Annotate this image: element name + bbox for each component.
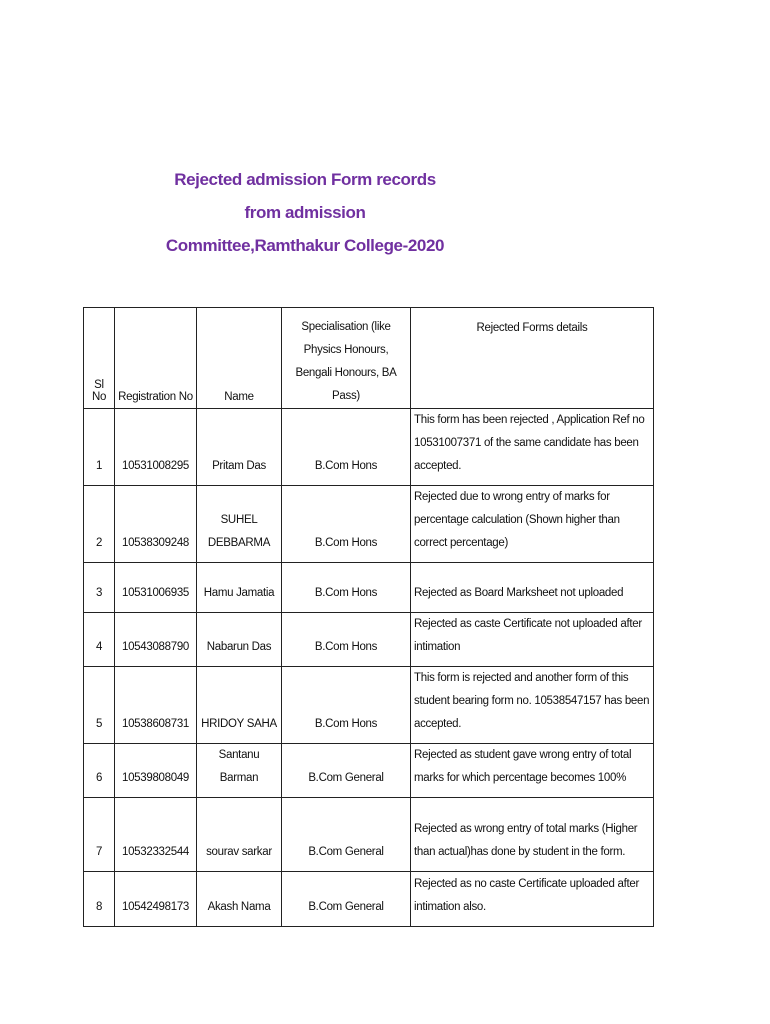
cell-reg: 10538608731 [115, 667, 197, 744]
cell-sl: 3 [84, 563, 115, 613]
cell-name: Akash Nama [197, 872, 282, 927]
cell-name: sourav sarkar [197, 798, 282, 872]
cell-sl: 2 [84, 486, 115, 563]
cell-spec: B.Com Hons [282, 409, 411, 486]
header-row [84, 308, 654, 409]
cell-sl: 5 [84, 667, 115, 744]
table-row [84, 409, 654, 486]
cell-spec: B.Com General [282, 798, 411, 872]
title-line-1: Rejected admission Form records [174, 170, 436, 189]
cell-reg: 10543088790 [115, 613, 197, 667]
cell-details: This form is rejected and another form of this student bearing form no. 10538547157 has been accepted. [411, 667, 654, 744]
cell-details: Rejected due to wrong entry of marks for percentage calculation (Shown higher than correct percentage) [411, 486, 654, 563]
cell-details: Rejected as no caste Certificate uploaded after intimation also. [411, 872, 654, 927]
cell-details: This form has been rejected , Application Ref no 10531007371 of the same candidate has been accepted. [411, 409, 654, 486]
cell-name: Nabarun Das [197, 613, 282, 667]
cell-sl: 6 [84, 744, 115, 798]
table-row [84, 486, 654, 563]
header-specialisation: Specialisation (like Physics Honours, Bengali Honours, BA Pass) [282, 308, 411, 409]
cell-details: Rejected as student gave wrong entry of total marks for which percentage becomes 100% [411, 744, 654, 798]
cell-spec: B.Com Hons [282, 563, 411, 613]
cell-reg: 10531008295 [115, 409, 197, 486]
table-row [84, 667, 654, 744]
cell-reg: 10542498173 [115, 872, 197, 927]
header-sl-no: Sl No [84, 308, 115, 409]
cell-spec: B.Com Hons [282, 486, 411, 563]
cell-reg: 10532332544 [115, 798, 197, 872]
cell-spec: B.Com General [282, 744, 411, 798]
cell-sl: 1 [84, 409, 115, 486]
table-row [84, 613, 654, 667]
cell-name: SUHEL DEBBARMA [197, 486, 282, 563]
title-line-3: Committee,Ramthakur College-2020 [165, 236, 445, 255]
cell-name: Hamu Jamatia [197, 563, 282, 613]
cell-details: Rejected as Board Marksheet not uploaded [411, 563, 654, 613]
cell-name: Santanu Barman [197, 744, 282, 798]
cell-spec: B.Com General [282, 872, 411, 927]
cell-sl: 4 [84, 613, 115, 667]
table-row [84, 563, 654, 613]
title-line-2: from admission [244, 203, 366, 222]
cell-details: Rejected as wrong entry of total marks (Higher than actual)has done by student in the form. [411, 798, 654, 872]
rejected-forms-table [83, 307, 654, 927]
cell-name: HRIDOY SAHA [197, 667, 282, 744]
cell-reg: 10538309248 [115, 486, 197, 563]
cell-reg: 10539808049 [115, 744, 197, 798]
cell-spec: B.Com Hons [282, 613, 411, 667]
header-registration-no: Registration No [115, 308, 197, 409]
header-rejected-details: Rejected Forms details [411, 308, 654, 409]
cell-spec: B.Com Hons [282, 667, 411, 744]
cell-sl: 8 [84, 872, 115, 927]
cell-reg: 10531006935 [115, 563, 197, 613]
cell-name: Pritam Das [197, 409, 282, 486]
document-title [150, 163, 460, 262]
header-name: Name [197, 308, 282, 409]
cell-details: Rejected as caste Certificate not uploaded after intimation [411, 613, 654, 667]
cell-sl: 7 [84, 798, 115, 872]
table-row [84, 798, 654, 872]
table-row [84, 744, 654, 798]
table-row [84, 872, 654, 927]
